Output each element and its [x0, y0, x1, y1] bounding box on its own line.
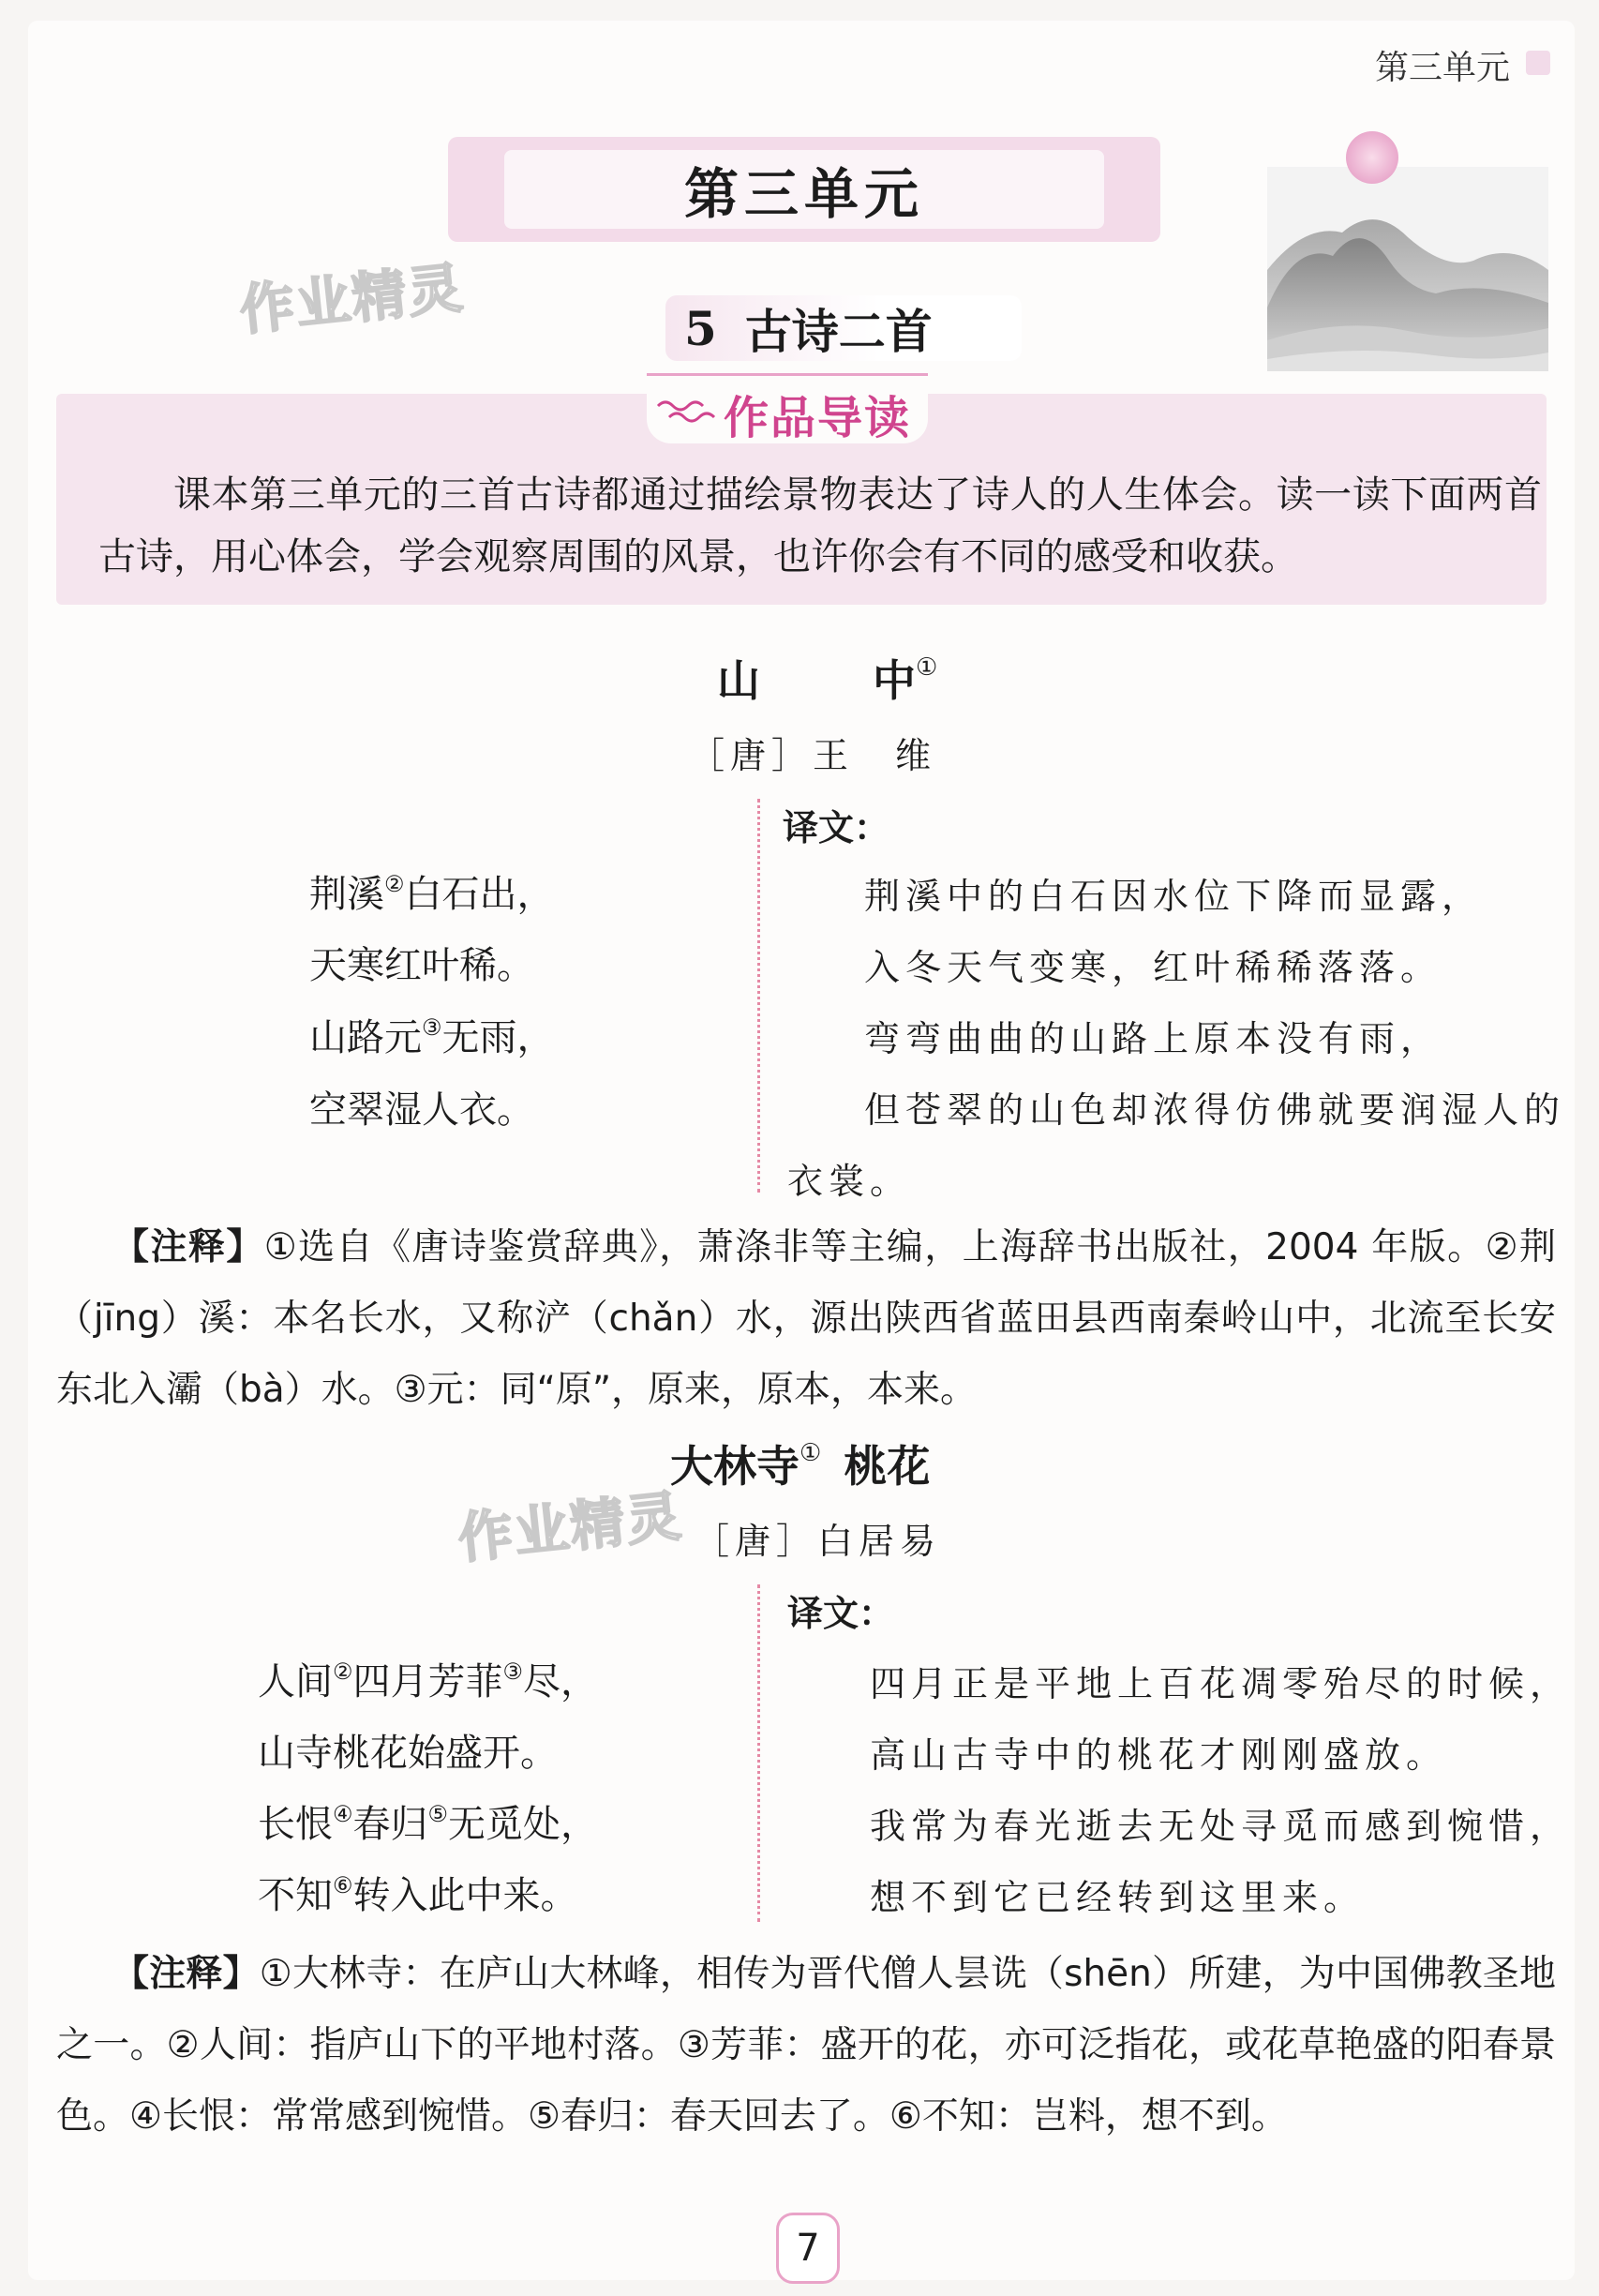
poem2-translation-line: 四月正是平地上百花凋零殆尽的时候， [870, 1663, 1572, 1704]
poem2-notes [56, 1939, 1556, 2153]
poem1-line: 山路元③无雨， [309, 1014, 555, 1059]
poem1-notes [56, 1212, 1556, 1426]
wave-icon [656, 397, 716, 425]
poem2-translation-label: 译文： [787, 1593, 895, 1634]
poem1-translation-line: 入冬天气变寒，红叶稀稀落落。 [864, 947, 1442, 988]
running-header: 第三单元 [1374, 49, 1510, 87]
poem2-line: 长恨④春归⑤无觅处， [258, 1801, 599, 1846]
reading-guide-label: 作品导读 [724, 392, 912, 444]
unit-banner [448, 137, 1160, 242]
lesson-heading [665, 295, 1022, 361]
poem1-line: 空翠湿人衣。 [309, 1088, 534, 1132]
poem1-translation-line: 荆溪中的白石因水位下降而显露， [864, 876, 1484, 917]
notes-text: ①选自《唐诗鉴赏辞典》，萧涤非等主编，上海辞书出版社，2004 年版。②荆（jīng）溪：本名长水，又称浐（chǎn）水，源出陕西省蓝田县西南秦岭山中，北流至长安东北入灞（bà）水。③元：同“原”，原来，原本，本来。 [56, 1226, 1556, 1411]
poem1-title-a: 山 [717, 655, 760, 706]
poem2-title: 大林寺① 桃花 [670, 1439, 931, 1492]
poem1-translation-line: 衣裳。 [787, 1161, 912, 1202]
poem1-translation-line: 弯弯曲曲的山路上原本没有雨， [864, 1018, 1442, 1059]
sun-icon [1346, 131, 1398, 184]
poem2-line: 人间②四月芳菲③尽， [258, 1658, 599, 1703]
watermark: 作业精灵 [236, 255, 468, 343]
unit-title: 第三单元 [504, 150, 1104, 229]
poem1-line: 荆溪②白石出， [309, 871, 555, 916]
poem2-line: 山寺桃花始盛开。 [258, 1732, 558, 1775]
notes-label: 【注释】 [112, 1226, 264, 1268]
header-tab-mark [1526, 51, 1550, 75]
poem2-author: ［唐］白居易 [694, 1521, 942, 1562]
poem2-translation-line: 想不到它已经转到这里来。 [870, 1877, 1366, 1918]
poem1-line: 天寒红叶稀。 [309, 944, 534, 987]
column-divider [757, 799, 760, 1193]
notes-text: ①大林寺：在庐山大林峰，相传为晋代僧人昙诜（shēn）所建，为中国佛教圣地之一。②人间：指庐山下的平地村落。③芳菲：盛开的花，亦可泛指花，或花草艳盛的阳春景色。④长恨：常常感到惋惜。⑤春归：春天回去了。⑥不知：岂料，想不到。 [56, 1953, 1556, 2138]
poem2-translation-line: 高山古寺中的桃花才刚刚盛放。 [870, 1734, 1448, 1776]
poem1-title-b: 中 [873, 655, 916, 706]
landscape-illustration [1267, 129, 1548, 371]
poem1-translation-line: 但苍翠的山色却浓得仿佛就要润湿人的 [864, 1089, 1566, 1131]
poem2-translation-line: 我常为春光逝去无处寻觅而感到惋惜， [870, 1806, 1572, 1847]
watermark: 作业精灵 [455, 1483, 686, 1571]
lesson-number: 5 [684, 300, 717, 356]
notes-label: 【注释】 [112, 1953, 260, 1995]
lesson-title: 古诗二首 [744, 304, 933, 359]
poem1-translation-label: 译文： [783, 807, 890, 848]
footnote-marker: ① [916, 653, 938, 682]
reading-guide-tab [647, 373, 928, 443]
page-number: 7 [776, 2213, 840, 2284]
poem1-title [717, 647, 937, 709]
poem1-author: ［唐］王 维 [689, 735, 937, 776]
column-divider [757, 1584, 760, 1922]
poem2-line: 不知⑥转入此中来。 [258, 1872, 578, 1917]
reading-guide-text: 课本第三单元的三首古诗都通过描绘景物表达了诗人的人生体会。读一读下面两首古诗，用心体会，学会观察周围的风景，也许你会有不同的感受和收获。 [98, 473, 1542, 578]
